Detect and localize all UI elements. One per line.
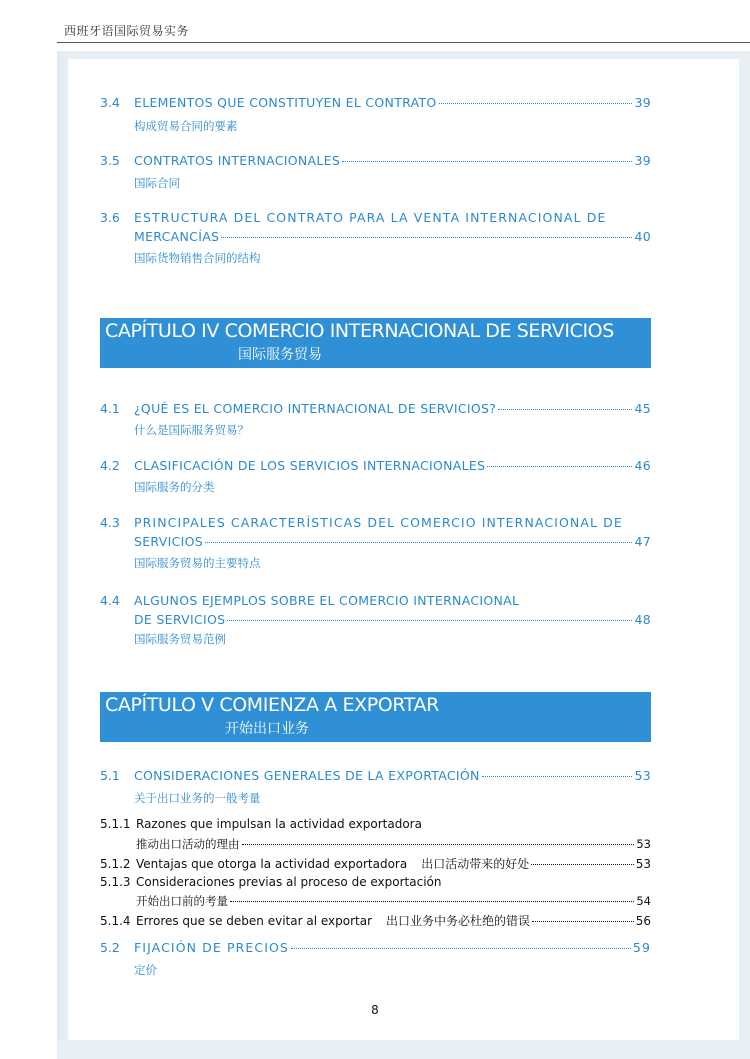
subentry-title-line [100, 855, 651, 872]
leader-dots [242, 843, 635, 845]
subentry-title-line [100, 912, 651, 929]
chapter-heading-v[interactable] [100, 692, 651, 742]
entry-chinese-title: 定价 [134, 963, 157, 977]
entry-number: 4.2 [100, 458, 120, 473]
leader-dots [205, 541, 633, 543]
subentry-chinese-line [136, 836, 651, 852]
subentry-number: 5.1.1 [100, 817, 131, 831]
entry-number: 3.6 [100, 210, 120, 225]
entry-page: 45 [634, 401, 651, 416]
subentry-page: 56 [635, 914, 651, 928]
entry-title-line [134, 210, 651, 225]
chapter-title: CAPÍTULO V COMIENZA A EXPORTAR [105, 694, 439, 716]
entry-title-line2: DE SERVICIOS [134, 612, 226, 627]
leader-dots [487, 465, 632, 467]
entry-chinese-title: 国际货物销售合同的结构 [134, 251, 261, 265]
entry-title: ¿QUÉ ES EL COMERCIO INTERNACIONAL DE SERVICIOS? [134, 401, 497, 416]
entry-number: 4.4 [100, 593, 120, 608]
entry-title: FIJACIÓN DE PRECIOS [134, 940, 289, 955]
header-rule [57, 42, 750, 43]
entry-title: CLASIFICACIÓN DE LOS SERVICIOS INTERNACIONALES [134, 458, 486, 473]
entry-number: 3.5 [100, 153, 120, 168]
leader-dots [227, 619, 632, 621]
entry-title-line [134, 229, 651, 244]
frame-top-band [57, 51, 750, 59]
entry-chinese-title: 什么是国际服务贸易？ [134, 423, 249, 437]
entry-title-line [134, 458, 651, 473]
subentry-title: Ventajas que otorga la actividad exportadora [136, 857, 408, 871]
subentry-chinese-title: 出口业务中务必杜绝的错误 [386, 914, 531, 928]
subentry-title: Razones que impulsan la actividad exportadora [136, 817, 422, 831]
entry-number: 4.1 [100, 401, 120, 416]
frame-bottom-band [57, 1040, 750, 1059]
subentry-number: 5.1.2 [100, 857, 131, 871]
entry-title-line1: ALGUNOS EJEMPLOS SOBRE EL COMERCIO INTERNACIONAL [134, 593, 520, 608]
entry-title-line1: ESTRUCTURA DEL CONTRATO PARA LA VENTA INTERNACIONAL DE [134, 210, 607, 225]
subentry-chinese-title: 推动出口活动的理由 [136, 837, 240, 851]
entry-title: ELEMENTOS QUE CONSTITUYEN EL CONTRATO [134, 95, 437, 110]
leader-dots [482, 775, 633, 777]
entry-title-line [134, 153, 651, 168]
leader-dots [291, 947, 631, 949]
leader-dots [439, 102, 633, 104]
subentry-chinese-line [136, 893, 651, 909]
entry-title-line2: SERVICIOS [134, 534, 203, 549]
entry-number: 5.2 [100, 940, 120, 955]
page-number: 8 [371, 1003, 379, 1017]
entry-title-line1: PRINCIPALES CARACTERÍSTICAS DEL COMERCIO INTERNACIONAL DE [134, 515, 623, 530]
leader-dots [531, 863, 634, 865]
frame-right-band [739, 51, 750, 1059]
entry-page: 46 [634, 458, 651, 473]
subentry-title-line [100, 875, 651, 889]
entry-title: CONTRATOS INTERNACIONALES [134, 153, 341, 168]
entry-page: 40 [634, 229, 651, 244]
subentry-page: 53 [635, 857, 651, 871]
entry-page: 48 [634, 612, 651, 627]
entry-chinese-title: 国际服务贸易的主要特点 [134, 556, 261, 570]
entry-page: 39 [634, 95, 651, 110]
entry-number: 5.1 [100, 768, 120, 783]
subentry-number: 5.1.3 [100, 875, 131, 889]
chapter-heading-iv[interactable] [100, 318, 651, 368]
subentry-chinese-title: 出口活动带来的好处 [421, 857, 530, 871]
subentry-title: Errores que se deben evitar al exportar [136, 914, 373, 928]
entry-title-line2: MERCANCÍAS [134, 229, 220, 244]
entry-title-line [134, 768, 651, 783]
chapter-chinese-title: 开始出口业务 [225, 721, 309, 737]
entry-chinese-title: 构成贸易合同的要素 [134, 119, 238, 133]
entry-chinese-title: 国际合同 [134, 176, 180, 190]
entry-title-line [134, 401, 651, 416]
subentry-number: 5.1.4 [100, 914, 131, 928]
leader-dots [532, 920, 634, 922]
entry-page: 47 [634, 534, 651, 549]
entry-page: 53 [634, 768, 651, 783]
entry-title-line [134, 612, 651, 627]
entry-page: 59 [632, 940, 651, 955]
entry-title-line [134, 515, 651, 530]
entry-page: 39 [634, 153, 651, 168]
subentry-title-line [100, 817, 651, 831]
entry-title-line [134, 534, 651, 549]
entry-chinese-title: 关于出口业务的一般考量 [134, 791, 261, 805]
subentry-title: Consideraciones previas al proceso de exportación [136, 875, 442, 889]
entry-chinese-title: 国际服务贸易范例 [134, 632, 226, 646]
subentry-chinese-title: 开始出口前的考量 [136, 894, 228, 908]
entry-title-line [134, 940, 651, 955]
entry-number: 3.4 [100, 95, 120, 110]
frame-left-band [57, 51, 68, 1059]
subentry-page: 53 [636, 837, 651, 851]
leader-dots [221, 236, 632, 238]
leader-dots [342, 160, 632, 162]
entry-title-line [134, 95, 651, 110]
leader-dots [230, 900, 634, 902]
entry-title-line [134, 593, 651, 608]
entry-title: CONSIDERACIONES GENERALES DE LA EXPORTACIÓN [134, 768, 480, 783]
running-header: 西班牙语国际贸易实务 [64, 24, 190, 38]
subentry-page: 54 [636, 894, 651, 908]
chapter-title: CAPÍTULO IV COMERCIO INTERNACIONAL DE SERVICIOS [105, 320, 614, 342]
leader-dots [498, 408, 632, 410]
entry-number: 4.3 [100, 515, 120, 530]
chapter-chinese-title: 国际服务贸易 [238, 347, 322, 363]
entry-chinese-title: 国际服务的分类 [134, 480, 215, 494]
